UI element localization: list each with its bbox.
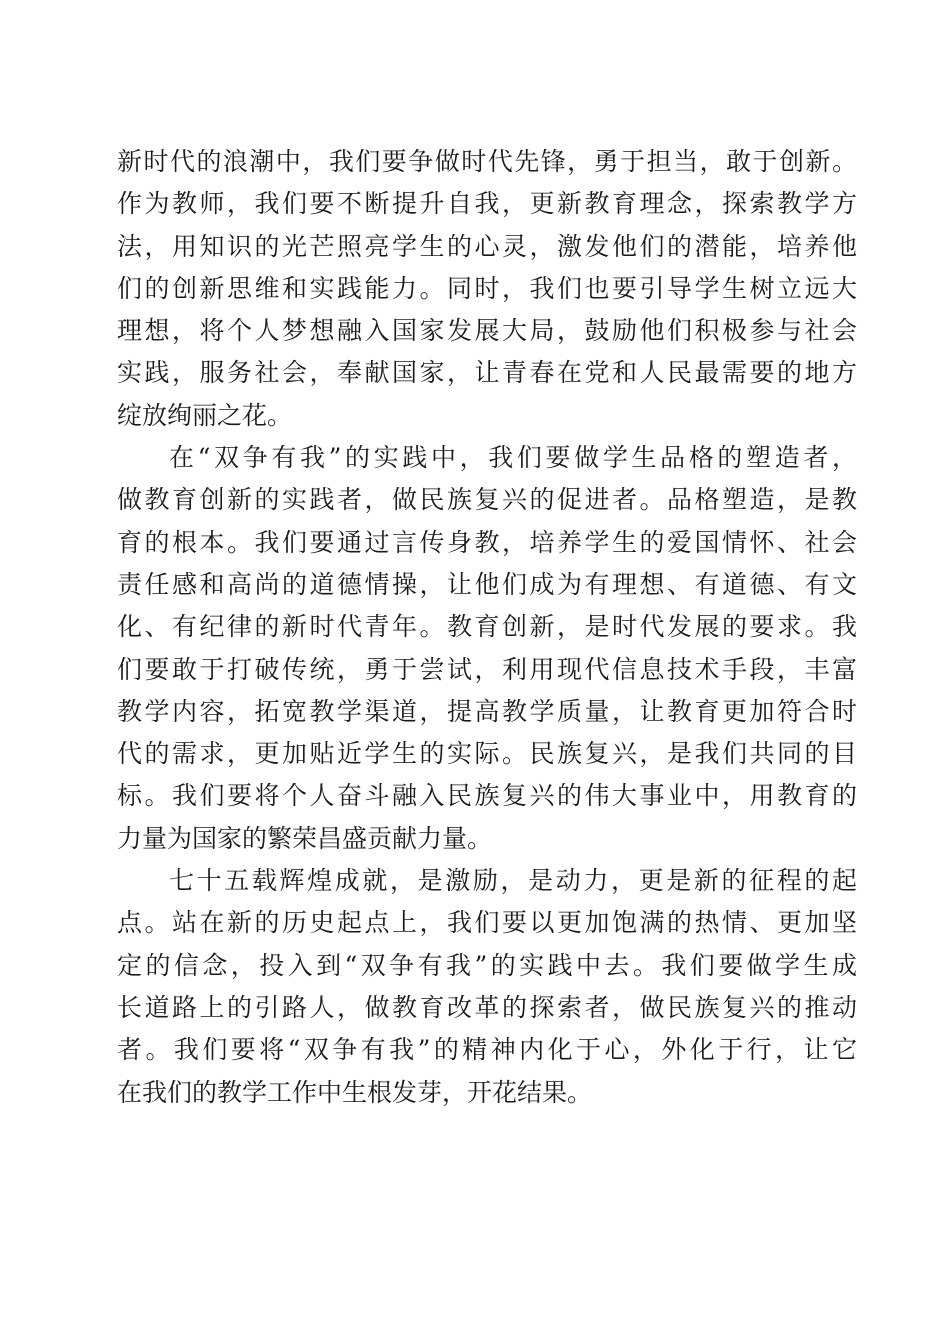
text-line: 定的信念，投入到“双争有我”的实践中去。我们要做学生成 (117, 950, 857, 980)
text-line: 实践，服务社会，奉献国家，让青春在党和人民最需要的地方 (117, 358, 857, 388)
paragraph (117, 437, 857, 860)
text-line: 点。站在新的历史起点上，我们要以更加饱满的热情、更加坚 (117, 908, 857, 938)
text-line: 标。我们要将个人奋斗融入民族复兴的伟大事业中，用教育的 (117, 781, 857, 811)
text-line: 法，用知识的光芒照亮学生的心灵，激发他们的潜能，培养他 (117, 231, 857, 261)
text-line: 者。我们要将“双争有我”的精神内化于心，外化于行，让它 (117, 1035, 857, 1065)
text-line: 新时代的浪潮中，我们要争做时代先锋，勇于担当，敢于创新。 (117, 147, 857, 176)
text-line: 长道路上的引路人，做教育改革的探索者，做民族复兴的推动 (117, 992, 857, 1022)
text-line: 在我们的教学工作中生根发芽，开花结果。 (117, 1077, 593, 1107)
text-line: 作为教师，我们要不断提升自我，更新教育理念，探索教学方 (117, 189, 857, 219)
text-line: 化、有纪律的新时代青年。教育创新，是时代发展的要求。我 (117, 612, 857, 642)
text-line: 责任感和高尚的道德情操，让他们成为有理想、有道德、有文 (117, 569, 857, 599)
text-line: 绽放绚丽之花。 (117, 400, 293, 430)
document-body (117, 141, 857, 1114)
text-line: 在“双争有我”的实践中，我们要做学生品格的塑造者， (169, 443, 857, 473)
text-line: 代的需求，更加贴近学生的实际。民族复兴，是我们共同的目 (117, 739, 857, 769)
text-line: 力量为国家的繁荣昌盛贡献力量。 (117, 823, 493, 853)
text-line: 做教育创新的实践者，做民族复兴的促进者。品格塑造，是教 (117, 485, 857, 515)
text-line: 理想，将个人梦想融入国家发展大局，鼓励他们积极参与社会 (117, 316, 857, 346)
text-line: 七十五载辉煌成就，是激励，是动力，更是新的征程的起 (169, 866, 857, 896)
text-line: 育的根本。我们要通过言传身教，培养学生的爱国情怀、社会 (117, 527, 857, 557)
text-line: 们的创新思维和实践能力。同时，我们也要引导学生树立远大 (117, 273, 857, 303)
text-line: 教学内容，拓宽教学渠道，提高教学质量，让教育更加符合时 (117, 696, 857, 726)
paragraph (117, 860, 857, 1114)
text-line: 们要敢于打破传统，勇于尝试，利用现代信息技术手段，丰富 (117, 654, 857, 684)
paragraph (117, 141, 857, 437)
